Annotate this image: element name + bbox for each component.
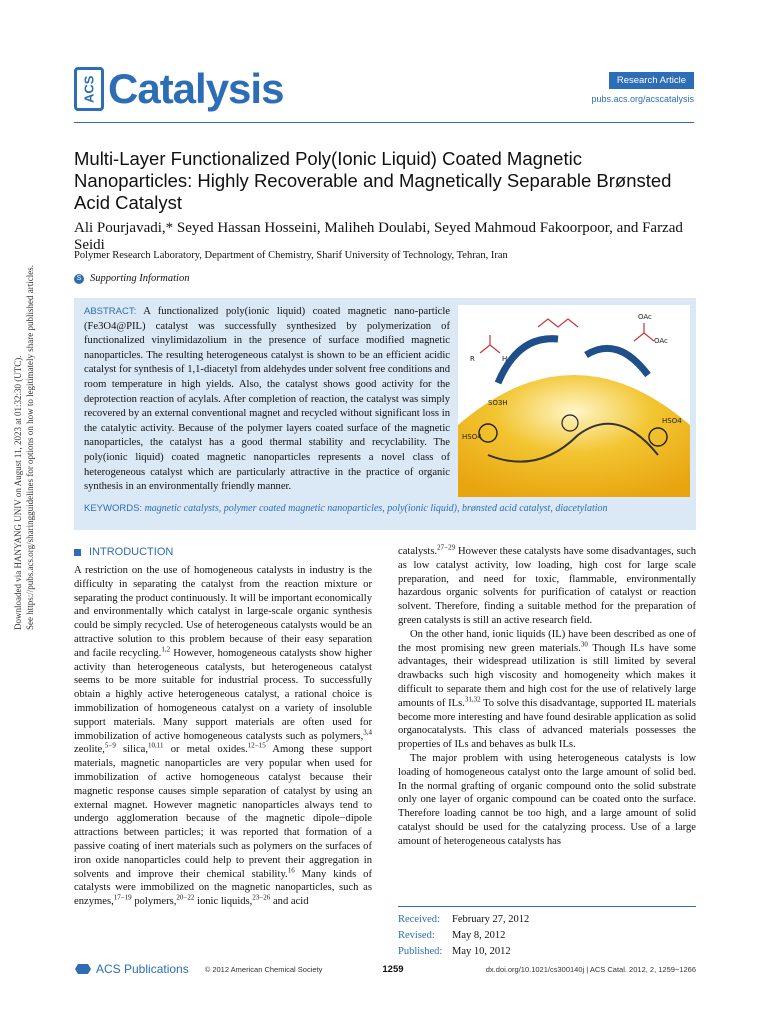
text-run: Though ILs have some advantages, their widespread utilization is still limited by several drawbacks such high viscosity and homogeneity which makes it difficult to separate them and high cost for the use of relatively large amounts of ILs. bbox=[398, 642, 697, 709]
page-footer bbox=[74, 958, 696, 980]
citation: 10,11 bbox=[148, 741, 164, 750]
label-oac-right: OAc bbox=[654, 337, 668, 345]
download-notice-line2: See https://pubs.acs.org/sharingguidelines for options on how to legitimately share published articles. bbox=[25, 264, 35, 630]
text-run: However, homogeneous catalysts show higher activity than heterogeneous catalysts, but heterogeneous catalyst seems to be more suitable for industrial process. To successfully obtain a highly active heterogeneous catalyst, a rational choice is immobilization of homogeneous catalyst on a variety of insoluble support materials. Many support materials are often used for immobilization of active homogeneous catalysts such as polymers, bbox=[74, 647, 372, 742]
text-run: Among these support materials, magnetic nanoparticles are very popular when used for immobilization of active homogeneous catalyst because their magnetic response causes simple separation of catalyst by using an external magnet. However magnetic nanoparticles always tend to undergo agglomeration because of the magnetic dipole−dipole attractions between particles; it was reported that formation of a passive coating of inert materials such as polymers on the surfaces of iron oxide nanoparticles could help to prevent their aggregation in solvents and improve their chemical stability. bbox=[74, 744, 372, 880]
supporting-information-link[interactable] bbox=[74, 273, 189, 284]
citation: 17−19 bbox=[113, 893, 132, 902]
page-number: 1259 bbox=[382, 963, 404, 975]
text-run: and acid bbox=[270, 896, 309, 908]
acs-publications-logo bbox=[74, 962, 189, 976]
revised-label: Revised: bbox=[398, 929, 435, 941]
acs-logo-mark: ACS bbox=[74, 67, 104, 111]
paragraph bbox=[398, 628, 696, 752]
acs-hex-icon bbox=[74, 963, 92, 975]
text-run: zeolite, bbox=[74, 744, 105, 756]
received-row bbox=[398, 911, 696, 927]
keywords bbox=[84, 503, 684, 514]
citation: 27−29 bbox=[437, 543, 456, 552]
supporting-info-icon: S bbox=[74, 274, 84, 284]
body-column-left bbox=[74, 564, 372, 909]
published-row bbox=[398, 943, 696, 959]
keywords-text: magnetic catalysts, polymer coated magnetic nanoparticles, poly(ionic liquid), brønsted acid catalyst, diacetylation bbox=[144, 503, 608, 514]
label-h: H bbox=[502, 355, 508, 363]
label-hso4-right: HSO4 bbox=[662, 417, 682, 425]
citation: 1,2 bbox=[161, 645, 171, 654]
introduction-heading bbox=[74, 546, 173, 558]
section-title: INTRODUCTION bbox=[89, 546, 174, 558]
revised-row bbox=[398, 927, 696, 943]
article-type-badge: Research Article bbox=[609, 72, 694, 89]
keywords-label: KEYWORDS: bbox=[84, 503, 143, 514]
label-so3h: SO3H bbox=[488, 399, 508, 407]
publication-dates bbox=[398, 906, 696, 959]
journal-url[interactable]: pubs.acs.org/acscatalysis bbox=[591, 94, 694, 104]
article-title: Multi-Layer Functionalized Poly(Ionic Liquid) Coated Magnetic Nanoparticles: Highly Recoverable and Magnetically Separable Brønsted Acid Catalyst bbox=[74, 148, 672, 213]
text-run: ionic liquids, bbox=[194, 896, 253, 908]
text-run: silica, bbox=[115, 744, 149, 756]
affiliation: Polymer Research Laboratory, Department of Chemistry, Sharif University of Technology, Tehran, Iran bbox=[74, 250, 508, 261]
body-column-right bbox=[398, 545, 696, 849]
citation: 3,4 bbox=[363, 728, 372, 737]
header-divider bbox=[74, 122, 694, 123]
journal-name: Catalysis bbox=[108, 65, 284, 112]
publisher-name: ACS Publications bbox=[96, 962, 189, 976]
paragraph bbox=[398, 545, 696, 628]
citation: 20−22 bbox=[176, 893, 195, 902]
text-run: Many kinds of catalysts were immobilized on the magnetic nanoparticles, such as enzymes, bbox=[74, 868, 372, 908]
journal-logo bbox=[74, 64, 283, 114]
section-square-icon bbox=[74, 549, 81, 556]
citation: 30 bbox=[580, 640, 588, 649]
citation: 16 bbox=[287, 866, 295, 874]
abstract-label: ABSTRACT: bbox=[84, 306, 137, 317]
paragraph bbox=[74, 564, 372, 909]
received-label: Received: bbox=[398, 913, 440, 925]
download-notice bbox=[12, 264, 40, 630]
revised-date: May 8, 2012 bbox=[452, 929, 506, 941]
text-run: However these catalysts have some disadvantages, such as low catalyst activity, low loading, high cost for large scale preparation, and need for toxic, flammable, environmentally hazardous organic solvents for purification of catalyst or reaction solvent. Therefore, finding a suitable method for the preparation of green catalysts is still an active research field. bbox=[398, 546, 696, 626]
text-run: polymers, bbox=[131, 896, 177, 908]
citation: 23−26 bbox=[252, 893, 271, 902]
citation: 12−15 bbox=[247, 741, 266, 750]
text-run: or metal oxides. bbox=[163, 744, 248, 756]
download-notice-line1: Downloaded via HANYANG UNIV on August 11, 2023 at 01:32:30 (UTC). bbox=[13, 355, 23, 630]
text-run: On the other hand, ionic liquids (IL) have been described as one of the most promising new green materials. bbox=[398, 628, 696, 654]
paragraph: The major problem with using heterogeneous catalysts is low loading of homogeneous catalyst onto the large amount of solid bed. In the normal grafting of organic compound onto the solid substrate only one layer of organic compound can be coated onto the surface. Therefore loading cannot be too high, and a large amount of solid catalyst should be used for the catalyzing process. Use of a large amount of heterogeneous catalysts has bbox=[398, 752, 696, 847]
label-r: R bbox=[470, 355, 475, 363]
supporting-info-label: Supporting Information bbox=[90, 273, 190, 284]
label-oac-top: OAc bbox=[638, 313, 652, 321]
text-run: catalysts. bbox=[398, 546, 438, 557]
text-run: To solve this disadvantage, supported IL materials become more interesting and have found desirable application as solid organocatalysts. This class of advanced materials possesses the properties of ILs and behaves as bulk ILs. bbox=[398, 697, 697, 751]
published-label: Published: bbox=[398, 945, 443, 957]
label-hso4-left: HSO4 bbox=[462, 433, 482, 441]
author-list: Ali Pourjavadi,* Seyed Hassan Hosseini, Maliheh Doulabi, Seyed Mahmoud Fakoorpoor, and Farzad Seidi bbox=[74, 220, 683, 253]
citation: 5−9 bbox=[104, 741, 116, 750]
text-run: A restriction on the use of homogeneous catalysts in industry is the difficulty in separating the catalyst from the reaction mixture or separating the product continuously. It will be important economically and environmentally which catalyst in large-scale organic synthesis could be simply recycled. Use of heterogeneous catalysts would be an attractive solution to this problem because of their easy separation and facile recycling. bbox=[74, 565, 372, 659]
abstract-text: A functionalized poly(ionic liquid) coated magnetic nano-particle (Fe3O4@PIL) catalyst was successfully synthesized by polymerization of functionalized vinylimidazolium in the presence of surface modified magnetic nanoparticles. The resulting heterogeneous catalyst is shown to be an efficient acidic catalyst for synthesis of 1,1-diacetyl from aldehydes under solvent free conditions and room temperature in high yields. Also, the catalyst shows good activity for the deprotection reaction of acylals. After completion of reaction, the catalyst was simply recovered by an external conventional magnet and recycled without significant loss in the catalytic activity. Because of the polymer layers coated surface of the magnetic nanoparticles, the catalyst has a good thermal stability and recyclability. The poly(ionic liquid) coated magnetic nanoparticles represents a novel class of heterogeneous catalyst which are particularly attractive in the practice of organic synthesis in an environmentally friendly manner. bbox=[84, 306, 450, 493]
abstract-graphic bbox=[458, 305, 690, 497]
copyright: © 2012 American Chemical Society bbox=[204, 964, 323, 974]
published-date: May 10, 2012 bbox=[452, 945, 511, 957]
doi-citation[interactable]: dx.doi.org/10.1021/cs300140j | ACS Catal. 2012, 2, 1259−1266 bbox=[485, 964, 696, 974]
abstract bbox=[84, 305, 450, 495]
received-date: February 27, 2012 bbox=[452, 913, 530, 925]
citation: 31,32 bbox=[464, 695, 481, 704]
